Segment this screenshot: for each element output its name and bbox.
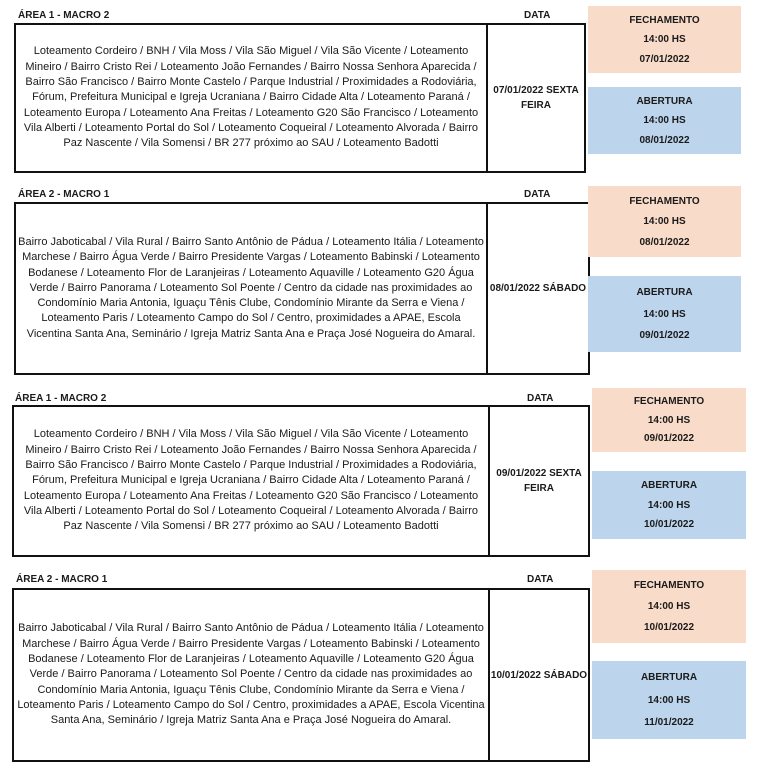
abertura-label: ABERTURA xyxy=(640,479,698,491)
fechamento-panel xyxy=(592,570,746,643)
data-header: DATA xyxy=(527,393,554,404)
fechamento-date: 07/01/2022 xyxy=(639,53,690,65)
abertura-panel xyxy=(588,276,741,352)
date-cell: 09/01/2022 SEXTA FEIRA xyxy=(496,468,582,494)
abertura-date: 10/01/2022 xyxy=(643,519,695,531)
fechamento-label: FECHAMENTO xyxy=(633,395,705,407)
area-header: ÁREA 2 - MACRO 1 xyxy=(18,189,110,200)
abertura-label: ABERTURA xyxy=(640,672,698,684)
fechamento-time: 14:00 HS xyxy=(647,414,691,426)
abertura-date: 11/01/2022 xyxy=(644,716,694,728)
bairros-list: Bairro Jaboticabal / Vila Rural / Bairro Santo Antônio de Pádua / Loteamento Itália / Loteamento Marchese / Bairro Água Verde / Bairro Presidente Vargas / Loteamento Babinski / Loteamento Bodanese / Loteamento Flor de Laranjeiras / Loteamento Aquaville / Loteamento G20 Água Verde / Bairro Panorama / Loteamento Sol Poente / Centro da cidade nas proximidades ao Condomínio Maria Antonia, Iguaçu Tênis Clube, Condomínio Mirante da Serra e Viena / Loteamento Paris / Loteamento Campo do Sol / Centro, proximidades a APAE, Escola Vicentina Santa Ana, Seminário / Igreja Matriz Santa Ana e Praça José Nogueira do Amaral. xyxy=(18,235,484,340)
bairros-list: Bairro Jaboticabal / Vila Rural / Bairro Santo Antônio de Pádua / Loteamento Itália / Loteamento Marchese / Bairro Água Verde / Bairro Presidente Vargas / Loteamento Babinski / Loteamento Bodanese / Loteamento Flor de Laranjeiras / Loteamento Aquaville / Loteamento G20 Água Verde / Bairro Panorama / Loteamento Sol Poente / Centro da cidade nas proximidades ao Condomínio Maria Antonia, Iguaçu Tênis Clube, Condomínio Mirante da Serra e Viena / Loteamento Paris / Loteamento Campo do Sol / Centro, proximidades a APAE, Escola Vicentina Santa Ana, Seminário / Igreja Matriz Santa Ana e Praça José Nogueira do Amaral. xyxy=(17,622,485,727)
fechamento-date: 09/01/2022 xyxy=(643,433,695,445)
fechamento-panel xyxy=(588,186,741,257)
fechamento-panel xyxy=(592,388,746,452)
fechamento-date: 10/01/2022 xyxy=(643,622,695,633)
fechamento-time: 14:00 HS xyxy=(643,216,686,227)
date-cell: 07/01/2022 SEXTA FEIRA xyxy=(493,85,579,111)
date-cell: 08/01/2022 SÁBADO xyxy=(489,283,587,294)
abertura-time: 14:00 HS xyxy=(647,694,691,706)
abertura-panel xyxy=(588,87,741,154)
fechamento-time: 14:00 HS xyxy=(647,601,691,612)
area-header: ÁREA 1 - MACRO 2 xyxy=(15,393,107,404)
abertura-time: 14:00 HS xyxy=(647,499,691,511)
abertura-panel xyxy=(592,661,746,739)
fechamento-date: 08/01/2022 xyxy=(639,236,690,248)
abertura-date: 08/01/2022 xyxy=(639,134,690,146)
abertura-date: 09/01/2022 xyxy=(639,330,690,342)
bairros-list: Loteamento Cordeiro / BNH / Vila Moss / Vila São Miguel / Vila São Vicente / Loteamento Mineiro / Bairro Cristo Rei / Loteamento João Fernandes / Bairro Nossa Senhora Aparecida / Bairro São Francisco / Bairro Monte Castelo / Parque Industrial / Proximidades a Rodoviária, Fórum, Prefeitura Municipal e Igreja Ucraniana / Bairro Cidade Alta / Loteamento Paraná / Loteamento Europa / Loteamento Ana Freitas / Loteamento G20 São Francisco / Loteamento Vila Alberti / Loteamento Portal do Sol / Loteamento Coqueiral / Loteamento Alvorada / Bairro Paz Nascente / Vila Somensi / BR 277 próximo ao SAU / Loteamento Badotti xyxy=(23,428,479,533)
fechamento-label: FECHAMENTO xyxy=(629,14,700,26)
abertura-label: ABERTURA xyxy=(636,95,693,107)
abertura-time: 14:00 HS xyxy=(643,115,686,126)
bairros-list: Loteamento Cordeiro / BNH / Vila Moss / Vila São Miguel / Vila São Vicente / Loteamento Mineiro / Bairro Cristo Rei / Loteamento João Fernandes / Bairro Nossa Senhora Aparecida / Bairro São Francisco / Bairro Monte Castelo / Parque Industrial / Proximidades a Rodoviária, Fórum, Prefeitura Municipal e Igreja Ucraniana / Bairro Cidade Alta / Loteamento Paraná / Loteamento Europa / Loteamento Ana Freitas / Loteamento G20 São Francisco / Loteamento Vila Alberti / Loteamento Portal do Sol / Loteamento Coqueiral / Loteamento Alvorada / Bairro Paz Nascente / Vila Somensi / BR 277 próximo ao SAU / Loteamento Badotti xyxy=(23,45,479,150)
fechamento-label: FECHAMENTO xyxy=(629,195,700,207)
date-cell: 10/01/2022 SÁBADO xyxy=(490,669,588,681)
fechamento-label: FECHAMENTO xyxy=(633,580,705,591)
area-header: ÁREA 2 - MACRO 1 xyxy=(16,574,108,585)
area-header: ÁREA 1 - MACRO 2 xyxy=(18,10,110,21)
fechamento-panel xyxy=(588,6,741,73)
fechamento-time: 14:00 HS xyxy=(643,34,686,45)
data-header: DATA xyxy=(524,10,551,21)
abertura-label: ABERTURA xyxy=(636,286,693,298)
data-header: DATA xyxy=(524,189,551,200)
abertura-time: 14:00 HS xyxy=(643,308,686,320)
abertura-panel xyxy=(592,471,746,539)
data-header: DATA xyxy=(527,574,554,585)
